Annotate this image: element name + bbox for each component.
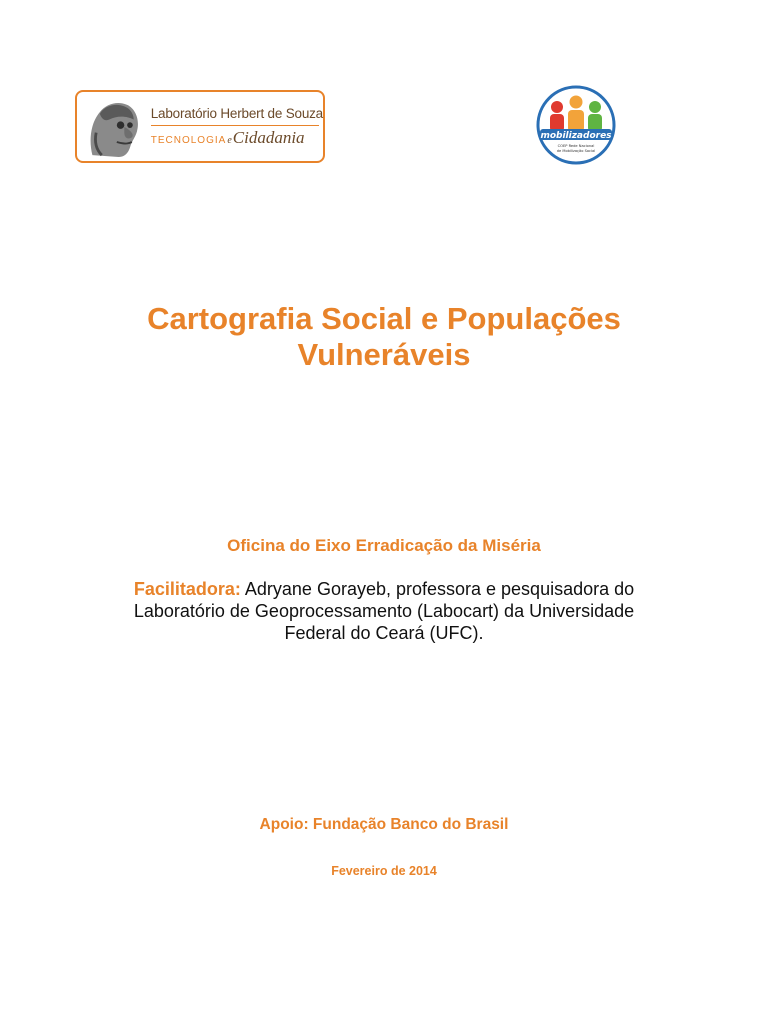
support-line: Apoio: Fundação Banco do Brasil bbox=[259, 816, 509, 833]
mobilizadores-subtext-2: de Mobilização Social bbox=[556, 149, 596, 153]
facilitator-line-3: Federal do Ceará (UFC). bbox=[284, 623, 484, 643]
lab-tagline-tecnologia: TECNOLOGIA bbox=[150, 134, 227, 146]
title-line-2: Vulneráveis bbox=[297, 337, 471, 372]
lab-divider bbox=[151, 125, 319, 126]
title-line-1: Cartografia Social e Populações bbox=[147, 301, 621, 336]
mobilizadores-logo bbox=[531, 85, 621, 165]
document-title bbox=[0, 301, 768, 373]
lab-tagline-cidadania: Cidadania bbox=[232, 127, 305, 147]
facilitator-line-2: Laboratório de Geoprocessamento (Labocart) da Universidade bbox=[133, 601, 635, 621]
mobilizadores-subtext-1: COEP Rede Nacional bbox=[557, 144, 595, 148]
mobilizadores-name: mobilizadores bbox=[540, 131, 612, 141]
facilitator-line-1: Adryane Gorayeb, professora e pesquisadora do bbox=[240, 579, 635, 599]
lab-herbert-logo bbox=[75, 90, 325, 163]
document-date: Fevereiro de 2014 bbox=[331, 864, 437, 878]
document-subtitle: Oficina do Eixo Erradicação da Miséria bbox=[227, 536, 541, 555]
herbert-portrait-icon bbox=[83, 93, 149, 161]
lab-name: Laboratório Herbert de Souza bbox=[150, 105, 323, 121]
facilitator-label: Facilitadora: bbox=[133, 579, 241, 599]
facilitator-block bbox=[60, 578, 708, 644]
lab-tagline-joiner: e bbox=[227, 134, 232, 146]
